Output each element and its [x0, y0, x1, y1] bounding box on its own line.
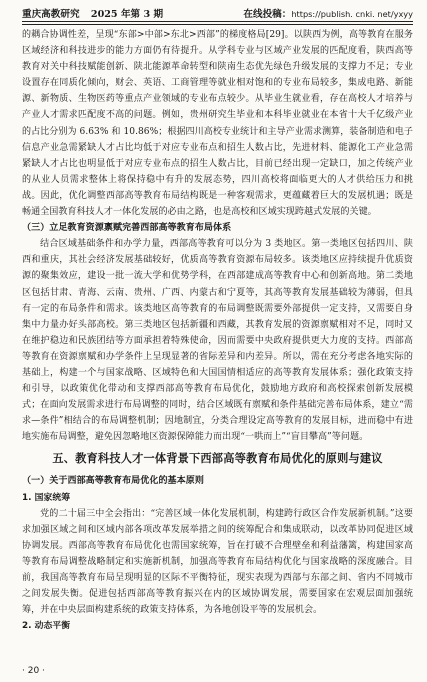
subsection-heading-5-1: （一）关于西部高等教育布局优化的基本原则 — [22, 476, 204, 487]
journal-name: 重庆高教研究 — [22, 9, 80, 20]
header-left — [22, 6, 171, 20]
paragraph-2: 结合区域基础条件和办学力量，西部高等教育可以分为 3 类地区。第一类地区包括四川、陕西和重庆，其社会经济发展基础较好，优质高等教育资源布局较多。该类地区应持续提升优质资源的聚集效应，建设一批一流大学和优势学科，在西部建成高等教育中心和创新高地。第二类地区包括甘肃、青海、云南、贵州、广西、内蒙古和宁夏等，其高等教育发展基础较为薄弱，但具有一定的布局条件和需求。该类地区高等教育的布局调整既需要外部提供一定支持，又需要自身集中力量办好头部高校。第三类地区包括新疆和西藏，其教育发展的资源禀赋相对不足，同时又在维护稳边和民族团结等方面承担着特殊使命，因而需要中央政府提供更大力度的支持。西部高等教育在资源禀赋和办学条件上呈现显著的省际差异和内差异。所以，需在充分考虑各地实际的基础上，构建一个与国家战略、区域特色和大国国情相适应的高等教育发展体系；强化政策支持和引导，以政策优化带动和支撑西部高等教育布局优化，鼓励地方政府和高校探索创新发展模式；在面向发展需求进行布局调整的同时，结合区域既有禀赋和条件基础完善布局体系，建立“需求—条件”相结合的布局调整机制；因地制宜，分类合理设定高等教育的发展目标，进而稳中有进地实施布局调整，避免因忽略地区资源保障能力而出现“一哄而上”“盲目攀高”等问题。 — [22, 239, 413, 443]
paragraph-1: 的耦合协调性差，呈现“东部>中部>东北>西部”的梯度格局[29]。以陕西为例，高等教育在服务区域经济和科技进步的能力方面仍有待提升。从学科专业与区域产业发展的匹配度看，陕西高等教育对关中科技赋能创新、陕北能源革命转型和陕南生态优先绿色升级发展的支撑力不足；专业设置存在同质化倾向，财会、英语、工商管理等就业相对饱和的专业布局较多，集成电路、新能源、新物质、生物医药等重点产业领域的专业布点较少。从毕业生就业看，存在高校人才培养与产业人才需求匹配度不高的问题。例如，贵州研究生毕业和本科毕业就业在本省十大千亿级产业的占比分别为 6.63% 和 10.86%；根据四川高校专业统计和主导产业需求测算，装备制造和电子信息产业急需紧缺人才占比均低于对应专业布点和招生人数占比，先进材料、能源化工产业急需紧缺人才占比也明显低于对应专业布点的招生人数占比，目前已经出现一定缺口，加之传统产业的从业人员需求整体上将保持稳中有升的发展态势，四川高校将面临更大的人才供给压力和挑战。因此，优化调整西部高等教育布局结构既是一种客观需求，更蕴藏着巨大的发展机遇；既是畅通全国教育科技人才一体化发展的必由之路，也是高校和区域实现跨越式发展的关键。 — [22, 30, 413, 218]
paragraph-3: 党的二十届三中全会指出：“完善区域一体化发展机制，构建跨行政区合作发展新机制。”这要求加强区域之间和区域内部各项改革发展举措之间的统筹配合和集成联动，以改革协同促进区域协调发展。西部高等教育布局优化也需国家统筹，旨在打破不合理壁垒和利益藩篱，构建国家高等教育布局调整战略制定和实施新机制，加强高等教育布局结构优化与国家战略的深度融合。目前，我国高等教育布局呈现明显的区际不平衡特征，现实表现为西部与东部之间、省内不同城市之间发展失衡。促进包括西部高等教育振兴在内的区域协调发展，需要国家在宏观层面加强统筹，并在中央层面构建系统的政策支持体系，为各地创设平等的发展机会。 — [22, 508, 413, 616]
principle-heading-2: 2. 动态平衡 — [22, 621, 71, 632]
online-label: 在线投稿： — [243, 9, 292, 20]
article-body — [22, 27, 413, 657]
submission-url[interactable]: https://publish. cnki. net/yxyy — [291, 9, 413, 19]
section-title-5: 五、教育科技人才一体背景下西部高等教育布局优化的原则与建议 — [52, 452, 383, 466]
header-rule-thick — [22, 21, 413, 22]
page-number: · 20 · — [22, 666, 45, 676]
issue-number: 2025 年第 3 期 — [90, 9, 164, 20]
header-right — [243, 6, 413, 20]
principle-heading-1: 1. 国家统筹 — [22, 492, 71, 503]
subsection-heading-3: （三）立足教育资源禀赋完善西部高等教育布局体系 — [22, 223, 232, 234]
header-rule-thin — [22, 24, 413, 25]
running-header — [22, 5, 413, 21]
